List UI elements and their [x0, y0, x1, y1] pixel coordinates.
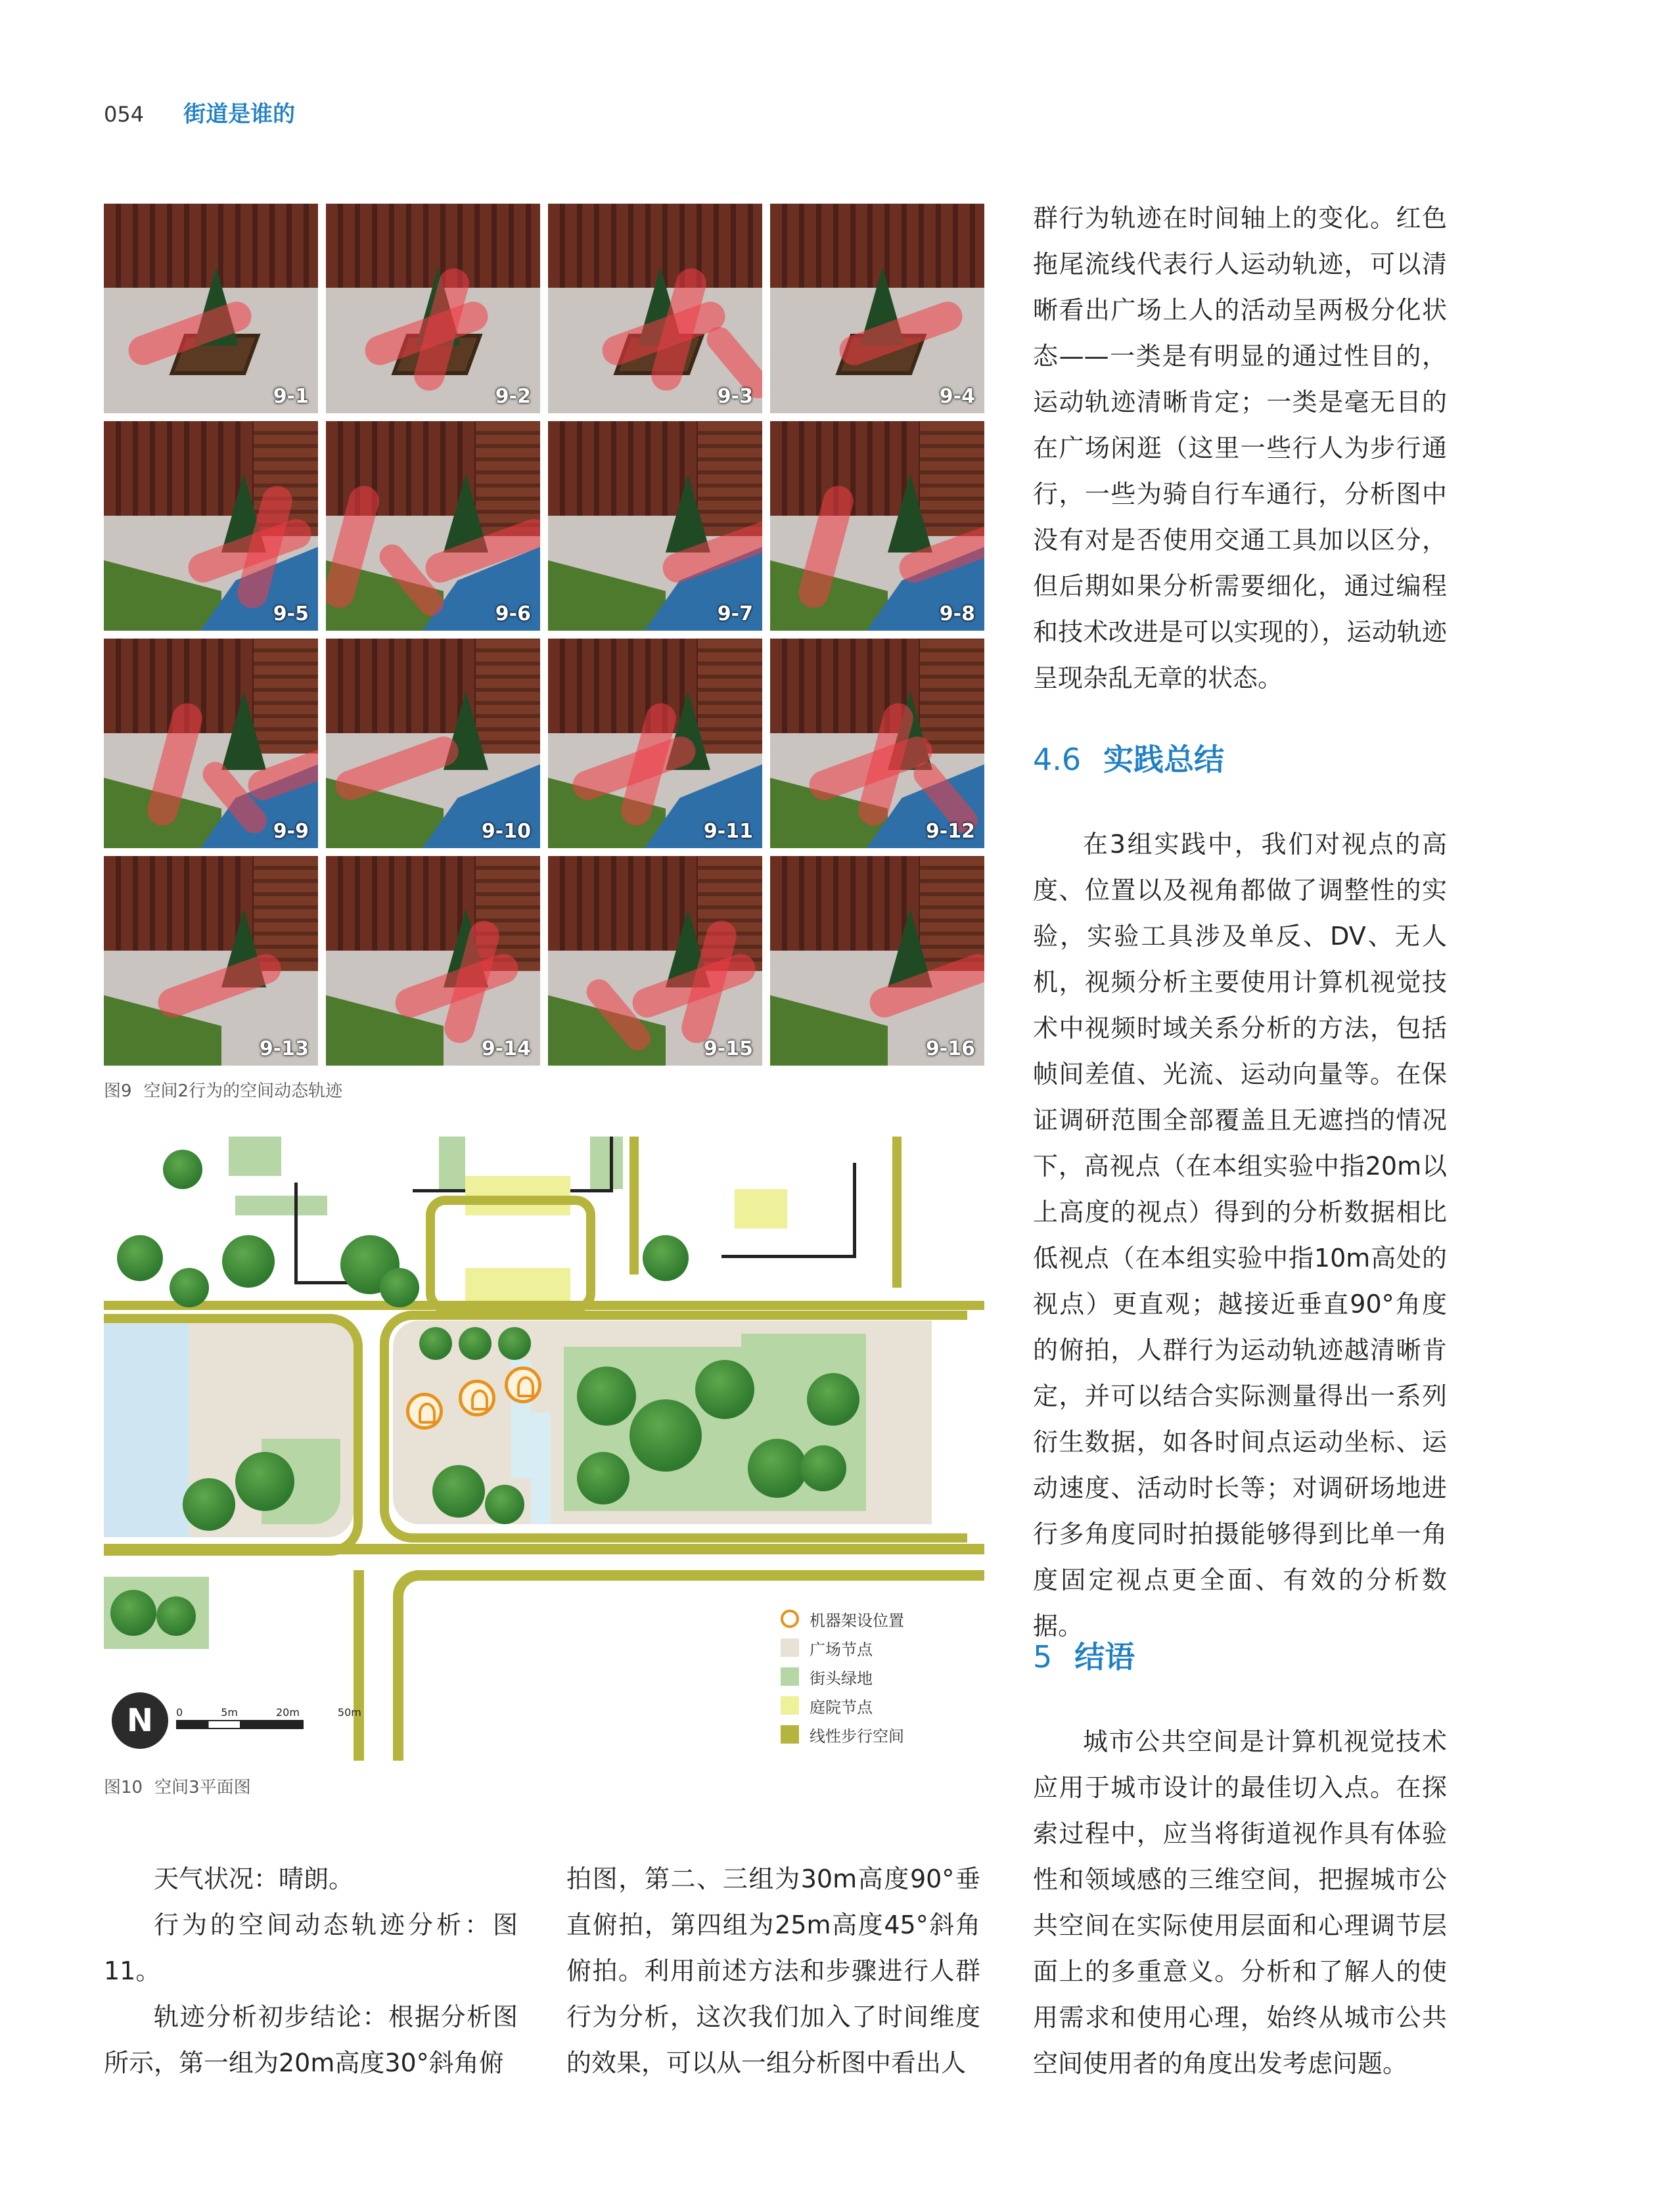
photo-label: 9-4 — [939, 385, 975, 408]
legend-label: 机器架设位置 — [810, 1611, 904, 1630]
figure10-site-plan — [104, 1137, 984, 1761]
map-courtyard-path — [426, 1196, 595, 1313]
map-walkway — [629, 1137, 639, 1275]
trajectory-photo — [104, 856, 318, 1066]
legend-label: 线性步行空间 — [810, 1727, 904, 1746]
map-tree — [800, 1445, 846, 1491]
running-header — [104, 96, 295, 129]
paragraph: 群行为轨迹在时间轴上的变化。红色拖尾流线代表行人运动轨迹，可以清晰看出广场上人的活动呈两极分化状态——一类是有明显的通过性目的，运动轨迹清晰肯定；一类是毫无目的在广场闲逛（这里一些行人为步行通行，一些为骑自行车通行，分析图中没有对是否使用交通工具加以区分，但后期如果分析需要细化，通过编程和技术改进是可以实现的），运动轨迹呈现杂乱无章的状态。 — [1033, 204, 1447, 692]
scale-bar — [176, 1720, 304, 1729]
map-tree — [222, 1235, 275, 1288]
photo-label: 9-10 — [481, 820, 531, 843]
section-heading-4-6 — [1033, 736, 1224, 779]
map-tree — [807, 1373, 859, 1426]
map-tree — [156, 1596, 196, 1636]
scale-tick-label: 5m — [221, 1706, 238, 1719]
map-tree — [577, 1452, 629, 1504]
section-heading-5 — [1033, 1633, 1135, 1677]
trajectory-photo — [326, 639, 540, 848]
paragraph: 天气状况：晴朗。 — [154, 1864, 354, 1893]
legend-label: 街头绿地 — [810, 1669, 873, 1688]
trajectory-photo — [326, 204, 540, 413]
figure9-photo-grid — [104, 204, 984, 1066]
legend-swatch — [781, 1638, 799, 1657]
map-tree — [432, 1465, 485, 1518]
photo-label: 9-9 — [273, 820, 309, 843]
paragraph: 拍图，第二、三组为30m高度90°垂直俯拍，第四组为25m高度45°斜角俯拍。利用前述方法和步骤进行人群行为分析，这次我们加入了时间维度的效果，可以从一组分析图中看出人 — [566, 1864, 980, 2077]
legend-swatch — [781, 1696, 799, 1715]
camera-position-marker — [505, 1366, 541, 1403]
legend-item — [781, 1662, 945, 1691]
map-walkway — [104, 1301, 984, 1310]
page-number: 054 — [104, 102, 145, 127]
photo-label: 9-6 — [495, 602, 531, 625]
photo-label: 9-1 — [273, 385, 309, 408]
trajectory-photo — [548, 856, 762, 1066]
trajectory-photo — [548, 421, 762, 631]
trajectory-photo — [104, 204, 318, 413]
legend-label: 庭院节点 — [810, 1698, 873, 1717]
right-column-text-mid — [1033, 821, 1447, 1649]
legend-item — [781, 1691, 945, 1720]
map-building-outline — [721, 1163, 856, 1258]
map-walkway — [104, 1314, 363, 1556]
trajectory-photo — [770, 421, 984, 631]
figure9-caption-number: 图9 — [104, 1081, 132, 1101]
photo-label: 9-8 — [939, 602, 975, 625]
trajectory-photo — [548, 204, 762, 413]
photo-label: 9-11 — [703, 820, 753, 843]
map-tree — [183, 1478, 235, 1531]
legend-item — [781, 1633, 945, 1662]
photo-label: 9-12 — [925, 820, 975, 843]
map-tree — [170, 1268, 209, 1307]
figure10-caption — [104, 1774, 251, 1798]
right-column-text-top — [1033, 195, 1447, 701]
photo-label: 9-14 — [481, 1037, 531, 1060]
legend-label: 广场节点 — [810, 1640, 873, 1659]
trajectory-photo — [326, 856, 540, 1066]
section-title: 实践总结 — [1103, 742, 1225, 777]
map-walkway — [354, 1570, 364, 1761]
camera-position-marker — [459, 1380, 495, 1416]
photo-label: 9-7 — [717, 602, 753, 625]
figure9-caption — [104, 1077, 342, 1102]
map-walkway — [104, 1544, 984, 1554]
legend-swatch — [781, 1667, 799, 1686]
trajectory-photo — [770, 204, 984, 413]
photo-tree — [221, 691, 266, 770]
left-column-text — [104, 1856, 518, 2086]
trajectory-photo — [104, 421, 318, 631]
legend-swatch — [781, 1725, 799, 1744]
paragraph: 行为的空间动态轨迹分析：图11。 — [104, 1910, 518, 1985]
map-tree — [117, 1235, 163, 1281]
trajectory-photo — [326, 421, 540, 631]
photo-label: 9-16 — [925, 1037, 975, 1060]
section-number: 4.6 — [1033, 742, 1082, 777]
legend-item — [781, 1604, 945, 1633]
photo-tree — [666, 474, 710, 553]
photo-label: 9-2 — [495, 385, 531, 408]
map-green-area — [229, 1137, 281, 1176]
figure10-caption-number: 图10 — [104, 1778, 143, 1797]
photo-label: 9-15 — [703, 1037, 753, 1060]
paragraph: 在3组实践中，我们对视点的高度、位置以及视角都做了调整性的实验，实验工具涉及单反、DV、无人机，视频分析主要使用计算机视觉技术中视频时域关系分析的方法，包括帧间差值、光流、运动向量等。在保证调研范围全部覆盖且无遮挡的情况下，高视点（在本组实验中指20m以上高度的视点）得到的分析数据相比低视点（在本组实验中指10m高处的视点）更直观；越接近垂直90°角度的俯拍，人群行为运动轨迹越清晰肯定，并可以结合实际测量得出一系列衍生数据，如各时间点运动坐标、运动速度、活动时长等；对调研场地进行多角度同时拍摄能够得到比单一角度固定视点更全面、有效的分析数据。 — [1033, 830, 1447, 1640]
legend-swatch — [781, 1610, 799, 1628]
section-title: 结语 — [1074, 1639, 1135, 1675]
north-arrow-icon: N — [112, 1692, 168, 1749]
trajectory-photo — [548, 639, 762, 848]
book-title: 街道是谁的 — [183, 101, 296, 127]
photo-label: 9-13 — [259, 1037, 309, 1060]
trajectory-photo — [770, 639, 984, 848]
map-tree — [380, 1268, 419, 1307]
right-column-text-bottom — [1033, 1719, 1447, 2087]
middle-column-text — [566, 1856, 980, 2086]
map-tree — [235, 1452, 294, 1511]
scale-tick-label: 0 — [176, 1706, 183, 1719]
scale-ticks — [176, 1706, 400, 1719]
map-tree — [577, 1366, 636, 1426]
paragraph: 城市公共空间是计算机视觉技术应用于城市设计的最佳切入点。在探索过程中，应当将街道视作具有体验性和领域感的三维空间，把握城市公共空间在实际使用层面和心理调节层面上的多重意义。分析和了解人的使用需求和使用心理，始终从城市公共空间使用者的角度出发考虑问题。 — [1033, 1727, 1447, 2078]
trajectory-photo — [104, 639, 318, 848]
map-tree — [110, 1590, 156, 1636]
scale-tick-label: 50m — [337, 1706, 361, 1719]
photo-tree — [888, 474, 932, 553]
camera-position-marker — [406, 1393, 443, 1430]
map-tree — [163, 1150, 202, 1189]
section-number: 5 — [1033, 1639, 1053, 1675]
paragraph: 轨迹分析初步结论：根据分析图所示，第一组为20m高度30°斜角俯 — [104, 2002, 518, 2077]
figure9-caption-text: 空间2行为的空间动态轨迹 — [143, 1081, 343, 1101]
map-tree — [498, 1327, 531, 1360]
map-tree — [643, 1235, 689, 1281]
map-tree — [459, 1327, 492, 1360]
photo-label: 9-3 — [717, 385, 753, 408]
photo-label: 9-5 — [273, 602, 309, 625]
legend-item — [781, 1720, 945, 1749]
map-tree — [419, 1327, 452, 1360]
map-tree — [695, 1360, 754, 1419]
scale-tick-label: 20m — [275, 1706, 300, 1719]
map-tree — [485, 1485, 524, 1524]
trajectory-photo — [770, 856, 984, 1066]
map-legend — [781, 1604, 945, 1749]
figure10-caption-text: 空间3平面图 — [154, 1778, 251, 1797]
map-walkway — [892, 1137, 902, 1288]
map-tree — [748, 1439, 807, 1498]
map-tree — [629, 1399, 702, 1472]
